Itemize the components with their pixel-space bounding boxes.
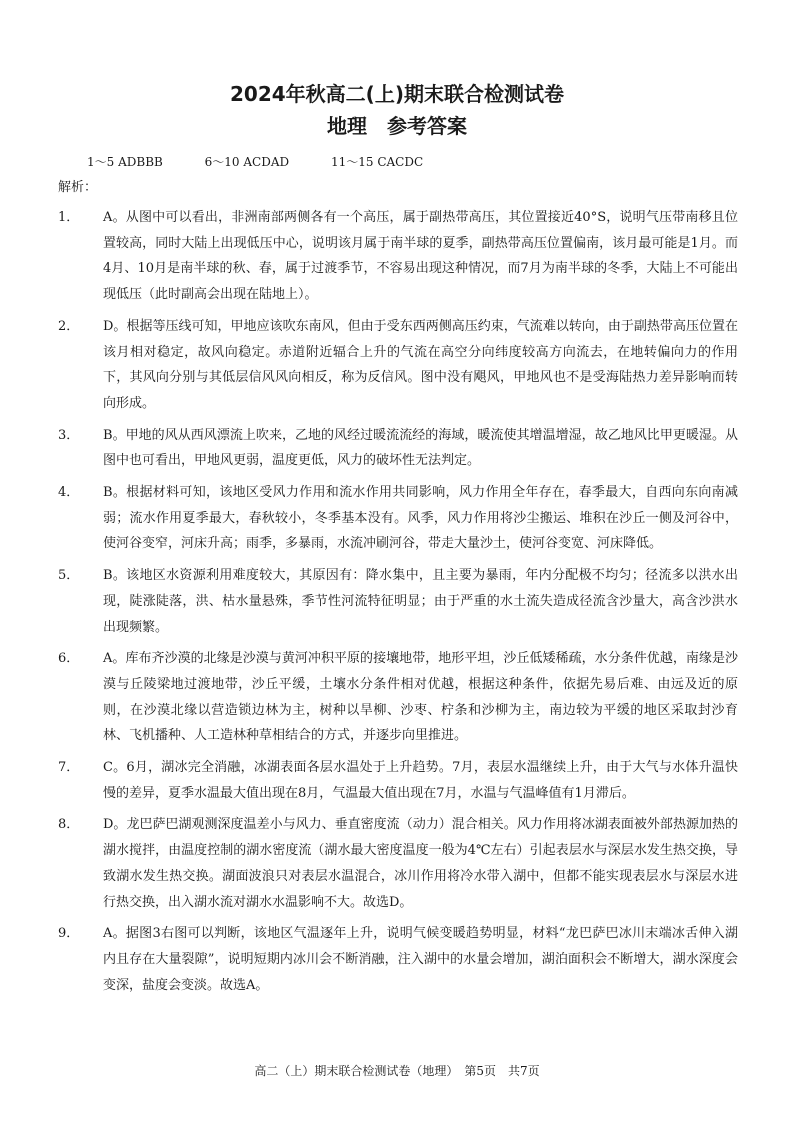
answer-key-group: 6～10 ACDAD — [204, 155, 290, 169]
answer-key-group: 1～5 ADBBB — [87, 155, 163, 169]
item-text: B。该地区水资源利用难度较大，其原因有：降水集中，且主要为暴雨，年内分配极不均匀；径流多以洪水出现，陡涨陡落，洪、枯水量悬殊，季节性河流特征明显；由于严重的水土流失造成径流含沙量大，高含沙洪水出现频繁。 — [103, 568, 738, 635]
analysis-item — [58, 314, 738, 417]
item-number: 8． — [58, 817, 80, 833]
item-text: B。根据材料可知，该地区受风力作用和流水作用共同影响，风力作用全年存在，春季最大，自西向东向南减弱；流水作用夏季最大，春秋较小，冬季基本没有。风季，风力作用将沙尘搬运、堆积在沙丘一侧及河谷中，使河谷变窄，河床升高；雨季，多暴雨，水流冲刷河谷，带走大量沙土，使河谷变宽、河床降低。 — [103, 485, 738, 552]
analysis-item — [58, 423, 738, 474]
item-text: A。据图3右图可以判断，该地区气温逐年上升，说明气候变暖趋势明显，材料“龙巴萨巴冰川末端冰舌伸入湖内且存在大量裂隙”，说明短期内冰川会不断消融，注入湖中的水量会增加，湖泊面积会不断增大，湖水深度会变深，盐度会变淡。故选A。 — [103, 926, 738, 993]
analysis-item — [58, 921, 738, 998]
item-number: 2． — [58, 318, 80, 334]
item-number: 3． — [58, 427, 80, 443]
item-text: A。从图中可以看出，非洲南部两侧各有一个高压，属于副热带高压，其位置接近40°S，说明气压带南移且位置较高，同时大陆上出现低压中心，说明该月属于南半球的夏季，副热带高压位置偏南，该月最可能是1月。而4月、10月是南半球的秋、春，属于过渡季节，不容易出现这种情况，而7月为南半球的冬季，大陆上不可能出现低压（此时副高会出现在陆地上）。 — [103, 210, 738, 303]
analysis-label: 解析： — [58, 180, 98, 195]
item-text: A。库布齐沙漠的北缘是沙漠与黄河冲积平原的接壤地带，地形平坦，沙丘低矮稀疏，水分条件优越，南缘是沙漠与丘陵梁地过渡地带，沙丘平缓，土壤水分条件相对优越，根据这种条件，依据先易后难、由远及近的原则，在沙漠北缘以营造锁边林为主，树种以旱柳、沙枣、柠条和沙柳为主，南边较为平缓的地区采取封沙育林、飞机播种、人工造林种草相结合的方式，并逐步向里推进。 — [103, 651, 738, 744]
answer-key-row — [87, 152, 461, 172]
page-footer: 高二（上）期末联合检测试卷（地理） 第5页 共7页 — [254, 1064, 540, 1078]
item-number: 6． — [58, 651, 80, 667]
item-text: D。根据等压线可知，甲地应该吹东南风，但由于受东西两侧高压约束，气流难以转向，由于副热带高压位置在该月相对稳定，故风向稳定。赤道附近辐合上升的气流在高空分向纬度较高方向流去，在地转偏向力的作用下，其风向分别与其低层信风风向相反，称为反信风。图中没有飓风，甲地风也不是受海陆热力差异影响而转向形成。 — [103, 318, 738, 411]
item-text: B。甲地的风从西风漂流上吹来，乙地的风经过暖流流经的海域，暖流使其增温增湿，故乙地风比甲更暖湿。从图中也可看出，甲地风更弱，温度更低，风力的破坏性无法判定。 — [103, 427, 738, 469]
page-subtitle: 地理 参考答案 — [327, 114, 467, 138]
analysis-item — [58, 812, 738, 915]
item-text: D。龙巴萨巴湖观测深度温差小与风力、垂直密度流（动力）混合相关。风力作用将冰湖表面被外部热源加热的湖水搅拌，由温度控制的湖水密度流（湖水最大密度温度一般为4℃左右）引起表层水与深层水发生热交换，导致湖水发生热交换。湖面波浪只对表层水温混合，冰川作用将冷水带入湖中，但都不能实现表层水与深层水进行热交换，出入湖水流对湖水水温影响不大。故选D。 — [103, 817, 738, 910]
item-text: C。6月，湖冰完全消融，冰湖表面各层水温处于上升趋势。7月，表层水温继续上升，由于大气与水体升温快慢的差异，夏季水温最大值出现在8月，气温最大值出现在7月，水温与气温峰值有1月滞后。 — [103, 760, 738, 801]
item-number: 9． — [58, 926, 80, 942]
item-number: 5． — [58, 568, 80, 584]
answer-key-group: 11～15 CACDC — [330, 155, 424, 169]
item-number: 1． — [58, 210, 80, 225]
item-number: 7． — [58, 760, 80, 776]
analysis-item — [58, 480, 738, 557]
page-title: 2024年秋高二(上)期末联合检测试卷 — [230, 82, 564, 106]
analysis-item — [58, 646, 738, 749]
analysis-item — [58, 563, 738, 640]
analysis-list — [58, 205, 738, 1004]
analysis-item — [58, 755, 738, 806]
analysis-item — [58, 205, 738, 308]
item-number: 4． — [58, 485, 80, 501]
